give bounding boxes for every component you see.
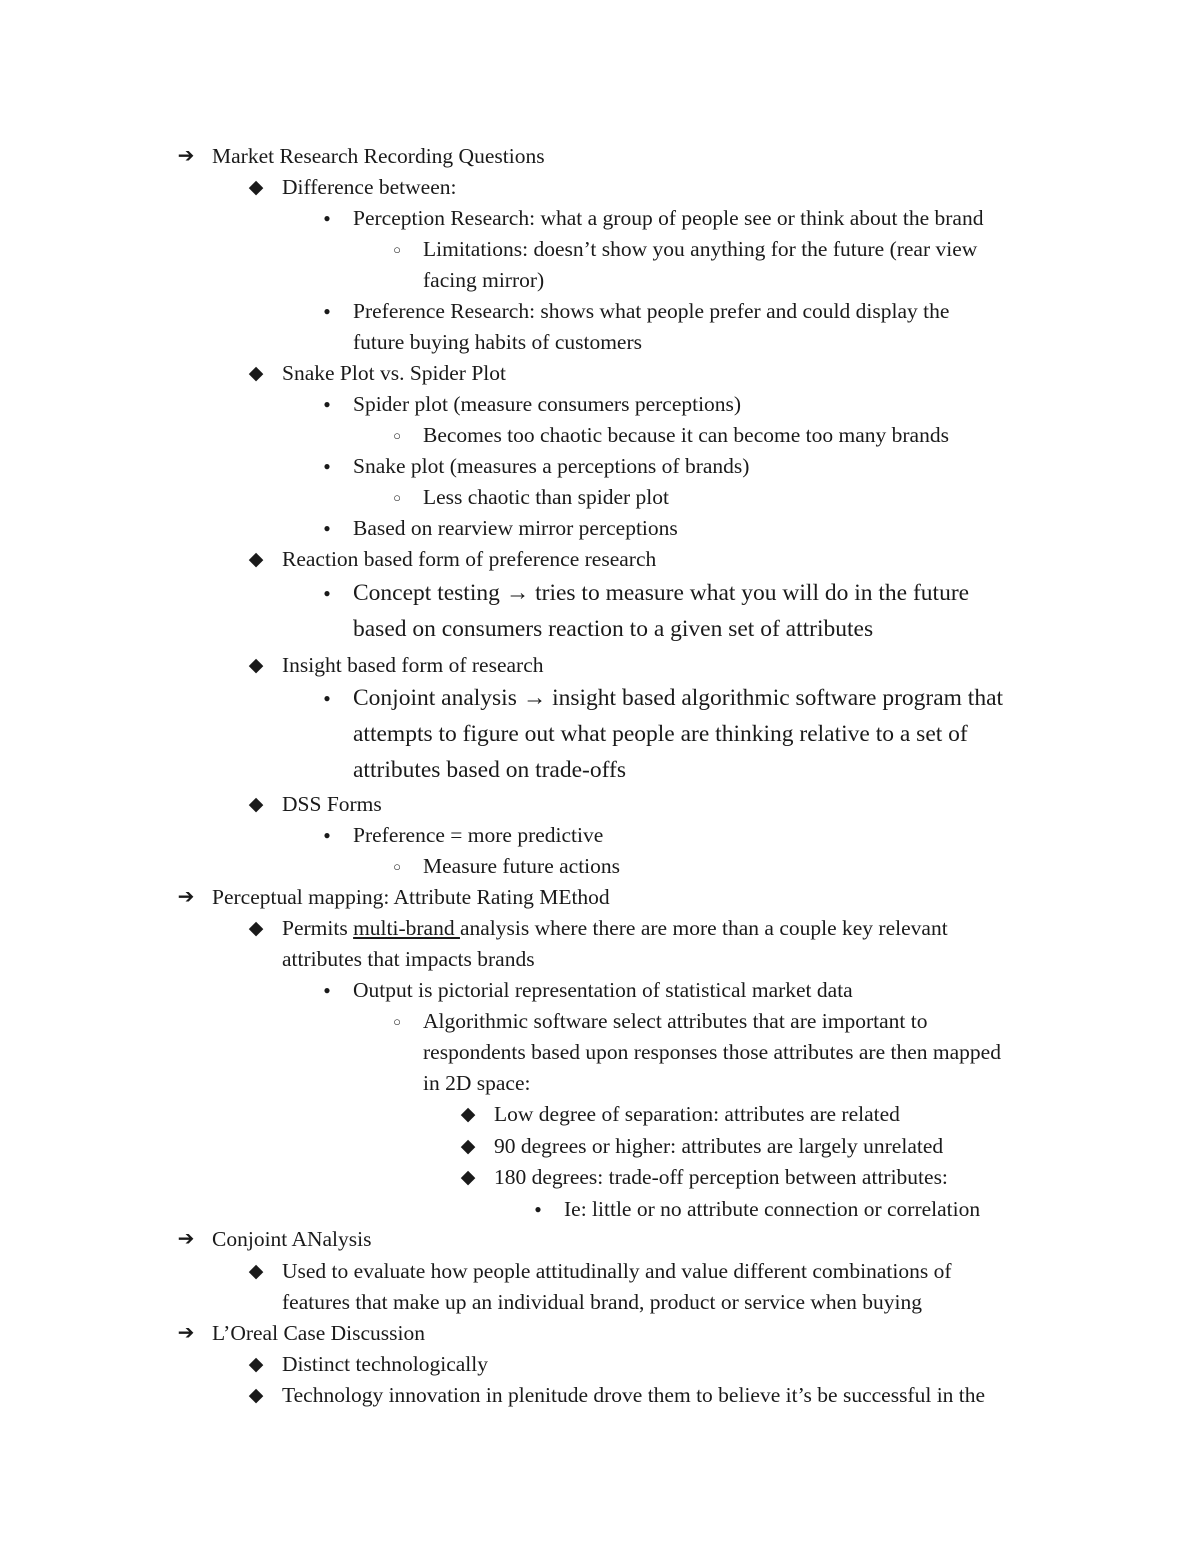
outline-text: Snake Plot vs. Spider Plot xyxy=(282,361,506,385)
diamond-bullet-icon: ◆ xyxy=(248,177,264,198)
diamond-bullet-icon: ◆ xyxy=(248,918,264,939)
outline-text: Snake plot (measures a perceptions of brands) xyxy=(353,454,750,478)
arrow-bullet-icon: ➔ xyxy=(177,145,195,167)
dot-bullet-icon: ● xyxy=(323,586,331,600)
outline-text: 180 degrees: trade-off perception between attributes: xyxy=(494,1165,948,1189)
dot-bullet-icon: ● xyxy=(323,459,331,473)
diamond-bullet-icon: ◆ xyxy=(248,794,264,815)
circle-bullet-icon: ○ xyxy=(393,490,401,505)
underlined-text: multi-brand xyxy=(353,916,460,940)
dot-bullet-icon: ● xyxy=(534,1202,542,1216)
outline-text: attempts to figure out what people are thinking relative to a set of xyxy=(353,721,968,747)
outline-text: Measure future actions xyxy=(423,854,621,878)
outline-text: features that make up an individual brand, product or service when buying xyxy=(282,1290,923,1314)
circle-bullet-icon: ○ xyxy=(393,1014,401,1029)
diamond-bullet-icon: ◆ xyxy=(248,655,264,676)
dot-bullet-icon: ● xyxy=(323,828,331,842)
diamond-bullet-icon: ◆ xyxy=(248,1385,264,1406)
diamond-bullet-icon: ◆ xyxy=(248,363,264,384)
outline-text: Concept testing → tries to measure what you will do in the future xyxy=(353,580,970,606)
outline-text: based on consumers reaction to a given set of attributes xyxy=(353,616,874,642)
outline-text: Conjoint analysis → insight based algorithmic software program that xyxy=(353,685,1004,711)
outline-text: Perceptual mapping: Attribute Rating MEthod xyxy=(212,885,610,909)
outline-text: Preference = more predictive xyxy=(353,823,604,847)
outline-text: future buying habits of customers xyxy=(353,330,643,354)
outline-text: Market Research Recording Questions xyxy=(212,144,545,168)
dot-bullet-icon: ● xyxy=(323,304,331,318)
diamond-bullet-icon: ◆ xyxy=(248,549,264,570)
dot-bullet-icon: ● xyxy=(323,983,331,997)
outline-text: Output is pictorial representation of statistical market data xyxy=(353,978,853,1002)
outline-text: Used to evaluate how people attitudinally and value different combinations of xyxy=(282,1259,952,1283)
outline-text: Reaction based form of preference research xyxy=(282,547,657,571)
outline-text: DSS Forms xyxy=(282,792,382,816)
diamond-bullet-icon: ◆ xyxy=(460,1104,476,1125)
circle-bullet-icon: ○ xyxy=(393,242,401,257)
outline-text: Spider plot (measure consumers perceptions) xyxy=(353,392,742,416)
outline-text: Perception Research: what a group of people see or think about the brand xyxy=(353,206,984,230)
outline-text: facing mirror) xyxy=(423,268,545,292)
arrow-bullet-icon: ➔ xyxy=(177,1228,195,1250)
outline-text: 90 degrees or higher: attributes are largely unrelated xyxy=(494,1134,944,1158)
diamond-bullet-icon: ◆ xyxy=(460,1167,476,1188)
outline-text: Ie: little or no attribute connection or correlation xyxy=(564,1197,981,1221)
text-segment: Permits xyxy=(282,916,354,940)
diamond-bullet-icon: ◆ xyxy=(248,1354,264,1375)
arrow-bullet-icon: ➔ xyxy=(177,1322,195,1344)
outline-text: Conjoint ANalysis xyxy=(212,1227,372,1251)
arrow-bullet-icon: ➔ xyxy=(177,886,195,908)
dot-bullet-icon: ● xyxy=(323,211,331,225)
outline-text: L’Oreal Case Discussion xyxy=(212,1321,425,1345)
dot-bullet-icon: ● xyxy=(323,691,331,705)
outline-text: Distinct technologically xyxy=(282,1352,488,1376)
outline-text: Preference Research: shows what people prefer and could display the xyxy=(353,299,950,323)
outline-text: Technology innovation in plenitude drove them to believe it’s be successful in the xyxy=(282,1383,986,1407)
outline-text: Low degree of separation: attributes are related xyxy=(494,1102,900,1126)
outline-text: attributes based on trade-offs xyxy=(353,757,626,783)
text-segment: analysis where there are more than a couple key relevant xyxy=(459,916,948,940)
outline-text: in 2D space: xyxy=(423,1071,531,1095)
outline-text: Algorithmic software select attributes that are important to xyxy=(423,1009,928,1033)
circle-bullet-icon: ○ xyxy=(393,859,401,874)
outline-text: Based on rearview mirror perceptions xyxy=(353,516,678,540)
outline-text xyxy=(282,913,948,944)
outline-text: Limitations: doesn’t show you anything for the future (rear view xyxy=(423,237,978,261)
outline-text: Insight based form of research xyxy=(282,653,544,677)
outline-text: respondents based upon responses those attributes are then mapped xyxy=(423,1040,1001,1064)
outline-text: Less chaotic than spider plot xyxy=(423,485,669,509)
diamond-bullet-icon: ◆ xyxy=(460,1136,476,1157)
dot-bullet-icon: ● xyxy=(323,521,331,535)
circle-bullet-icon: ○ xyxy=(393,428,401,443)
diamond-bullet-icon: ◆ xyxy=(248,1261,264,1282)
outline-text: Difference between: xyxy=(282,175,457,199)
outline-text: Becomes too chaotic because it can become too many brands xyxy=(423,423,949,447)
outline-text: attributes that impacts brands xyxy=(282,947,535,971)
dot-bullet-icon: ● xyxy=(323,397,331,411)
